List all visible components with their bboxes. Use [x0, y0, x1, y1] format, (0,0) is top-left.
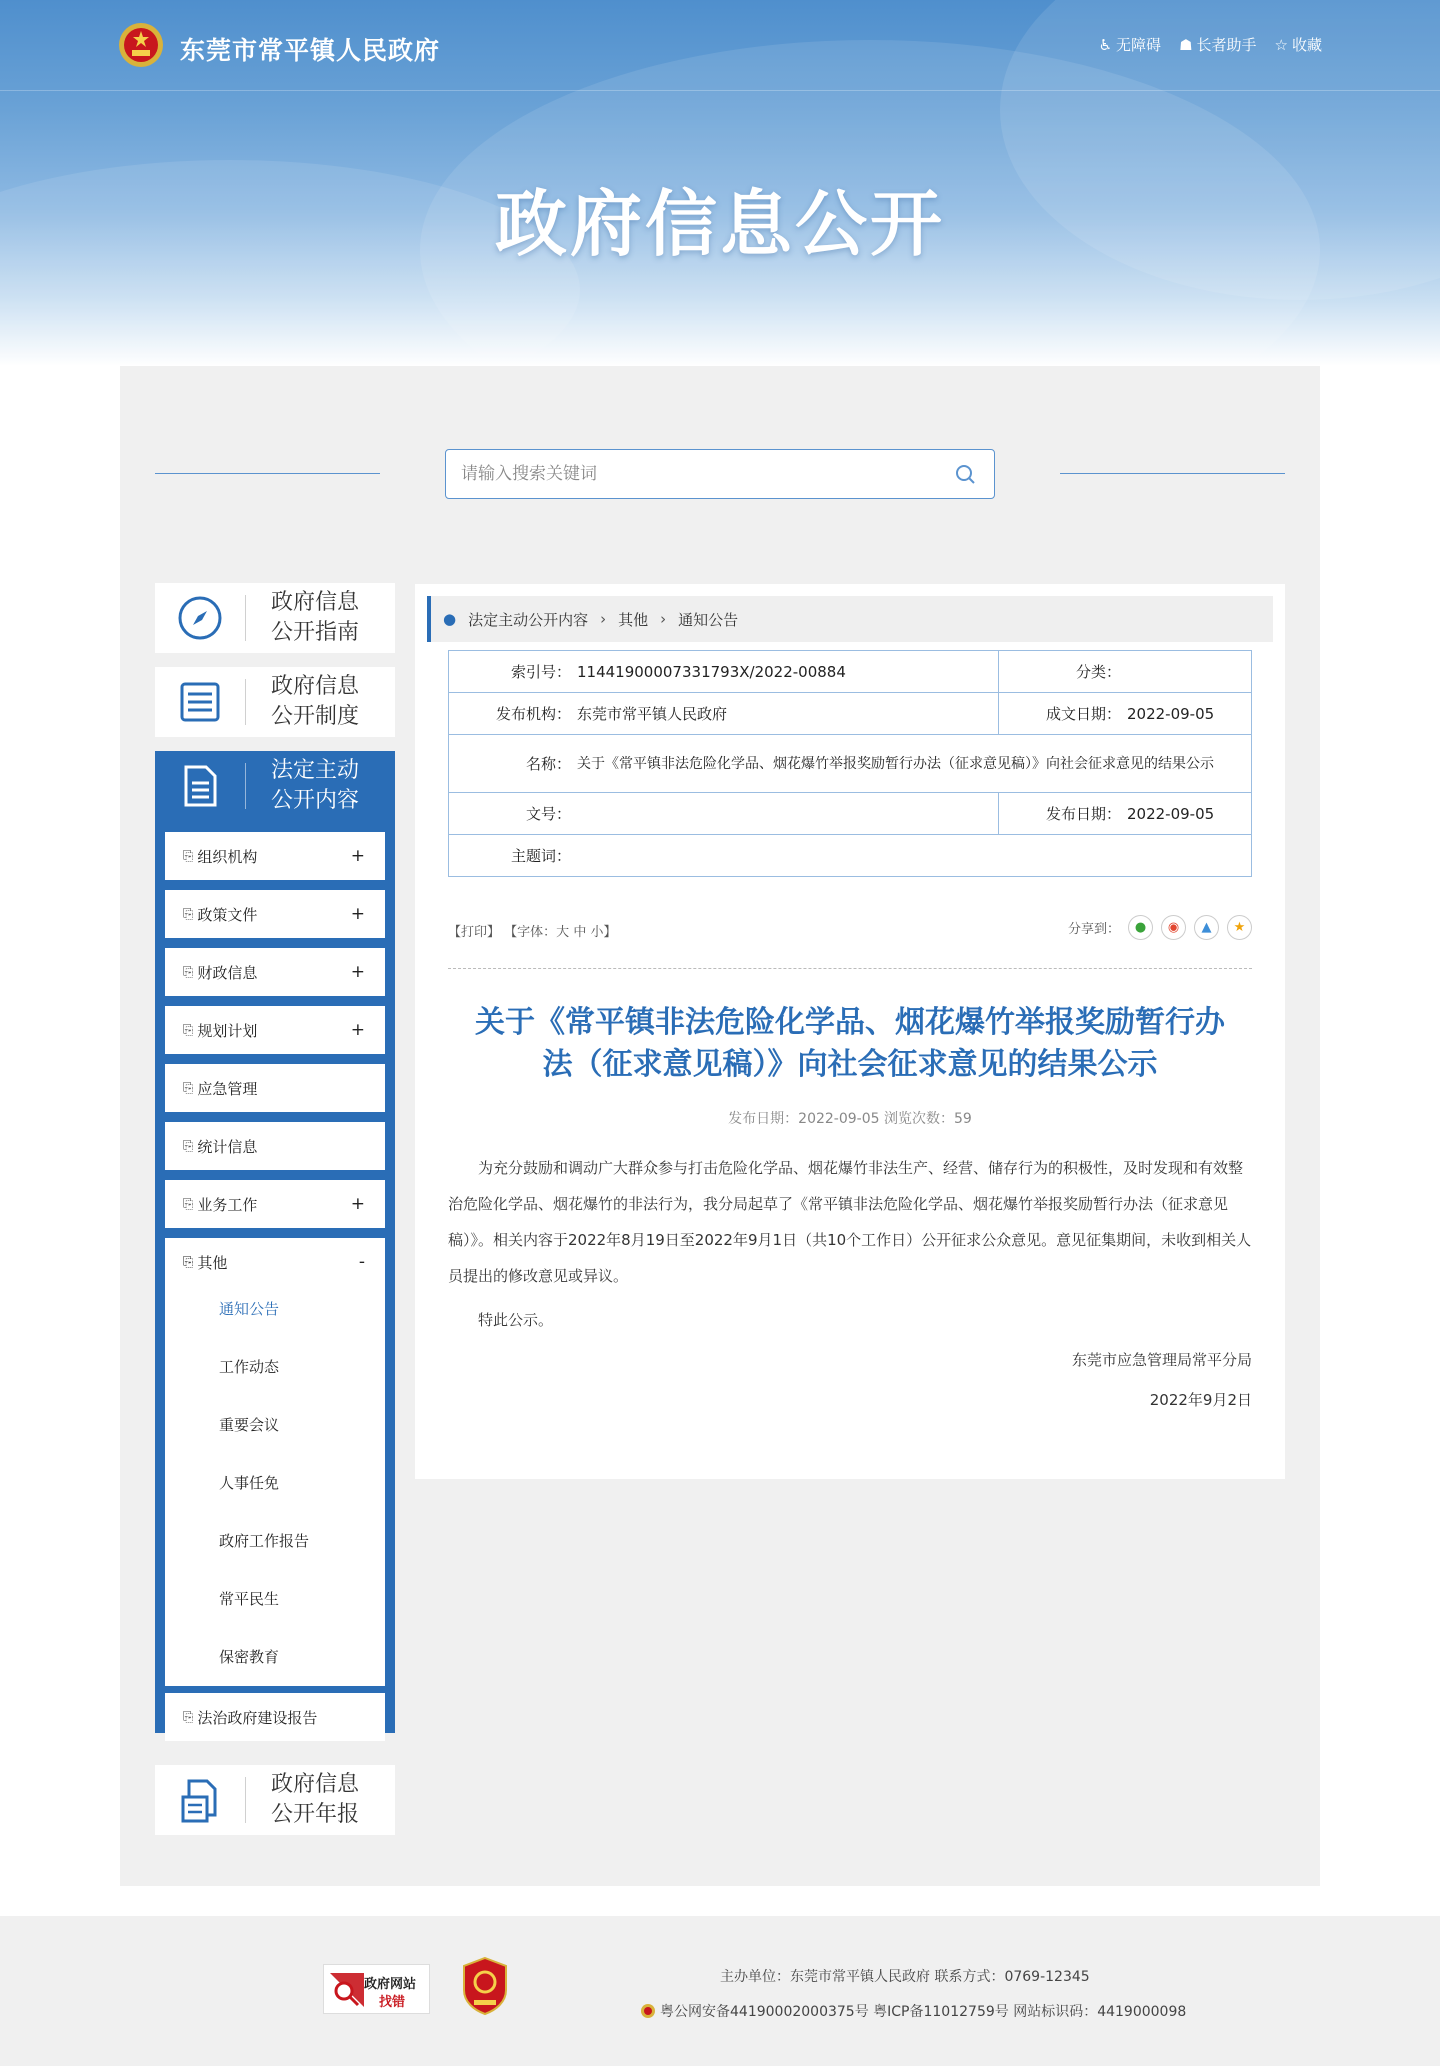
created-label: 成文日期： — [1045, 705, 1121, 723]
meta-cell — [449, 651, 999, 693]
search-input[interactable] — [446, 450, 916, 498]
star-icon: ☆ — [1274, 35, 1288, 54]
article-signature: 东莞市应急管理局常平分局 — [1071, 1351, 1252, 1369]
sidebar-subitem-notice[interactable]: 通知公告 — [219, 1300, 280, 1318]
breadcrumb — [427, 596, 1273, 642]
sidebar-item-statistics[interactable] — [165, 1122, 385, 1170]
gov-site-error-report-link[interactable] — [323, 1964, 430, 2014]
national-emblem-icon[interactable] — [118, 22, 164, 68]
sidebar-separator — [245, 679, 246, 725]
published-value: 2022-09-05 — [1126, 805, 1215, 823]
expand-toggle[interactable]: + — [350, 904, 365, 924]
label-line2: 公开制度 — [271, 704, 360, 729]
sidebar-item-organization[interactable] — [165, 832, 385, 880]
sidebar-icon-box — [155, 667, 245, 737]
share-tools — [1068, 915, 1252, 940]
jc-logo-line1: 政府网站 — [364, 1977, 417, 1992]
document-icon — [177, 763, 223, 809]
sidebar-item-planning[interactable] — [165, 1006, 385, 1054]
sidebar-subitem-meetings[interactable]: 重要会议 — [219, 1416, 280, 1434]
doc-icon: ⎘ — [183, 1022, 194, 1038]
sidebar-separator — [245, 595, 246, 641]
keywords-value — [571, 847, 577, 865]
elder-assist-link[interactable] — [1179, 34, 1256, 55]
sidebar-item-label — [271, 588, 371, 648]
sidebar-item-label: 政策文件 — [197, 905, 258, 924]
sidebar-subitem-appointments[interactable]: 人事任免 — [219, 1474, 280, 1492]
sidebar-item-label — [271, 1770, 371, 1830]
title-line1: 关于《常平镇非法危险化学品、烟花爆竹举报奖励暂行办 — [475, 1005, 1225, 1040]
label-line2: 公开年报 — [271, 1802, 360, 1827]
label-line1: 政府信息 — [271, 674, 360, 699]
chevron-right-icon: › — [600, 610, 607, 628]
label-line2: 公开指南 — [271, 620, 360, 645]
label-line1: 法定主动 — [271, 758, 360, 783]
sidebar-item-business[interactable] — [165, 1180, 385, 1228]
sidebar-item-policy[interactable] — [165, 890, 385, 938]
sidebar-subitem-security-education[interactable]: 保密教育 — [219, 1648, 280, 1666]
sidebar-item-content[interactable] — [155, 751, 395, 821]
article-title — [448, 1002, 1252, 1086]
weibo-icon[interactable]: ◉ — [1161, 915, 1186, 940]
party-emblem-icon[interactable] — [460, 1956, 510, 2016]
footer-record — [640, 2001, 1186, 2021]
sidebar-subitem-work-report[interactable]: 政府工作报告 — [219, 1532, 310, 1550]
police-badge-icon — [640, 2003, 656, 2019]
wheelchair-icon: ♿ — [1098, 35, 1113, 54]
sidebar-item-guide[interactable] — [155, 583, 395, 653]
expand-toggle[interactable]: + — [350, 962, 365, 982]
qzone-icon[interactable]: ★ — [1227, 915, 1252, 940]
keywords-label: 主题词： — [510, 847, 571, 865]
sidebar-item-label: 规划计划 — [197, 1021, 258, 1040]
qq-icon[interactable]: ▲ — [1194, 915, 1219, 940]
sidebar-item-label: 统计信息 — [197, 1137, 258, 1156]
category-label: 分类： — [1075, 663, 1121, 681]
sidebar-item-label: 业务工作 — [197, 1195, 258, 1214]
top-links — [1099, 34, 1322, 55]
print-button[interactable]: 【打印】 — [448, 925, 501, 940]
favorite-label: 收藏 — [1291, 36, 1322, 54]
breadcrumb-item-other[interactable]: 其他 — [618, 610, 649, 629]
meta-cell — [449, 835, 1252, 877]
accessibility-link[interactable] — [1099, 34, 1161, 55]
footer-record-text[interactable]: 粤公网安备44190002000375号 粤ICP备11012759号 网站标识码：4419000098 — [660, 2004, 1187, 2020]
footer-sponsor: 主办单位：东莞市常平镇人民政府 联系方式：0769-12345 — [720, 1969, 1090, 1985]
sidebar-icon-box — [155, 583, 245, 653]
collapse-toggle[interactable]: - — [358, 1252, 365, 1272]
font-small-button[interactable]: 小 — [590, 925, 604, 940]
font-prefix: 【字体： — [504, 925, 557, 940]
metadata-table — [448, 650, 1252, 877]
doc-icon: ⎘ — [183, 1080, 194, 1096]
list-icon — [177, 679, 223, 725]
created-value: 2022-09-05 — [1126, 705, 1215, 723]
main-panel — [120, 366, 1320, 1886]
category-value — [1121, 663, 1127, 681]
favorite-link[interactable] — [1275, 34, 1322, 55]
org-value: 东莞市常平镇人民政府 — [577, 705, 728, 723]
sidebar-subitem-livelihood[interactable]: 常平民生 — [219, 1590, 280, 1608]
sidebar-group-other — [165, 1238, 385, 1686]
sidebar-separator — [245, 763, 246, 809]
doc-icon: ⎘ — [183, 906, 194, 922]
doc-icon: ⎘ — [183, 848, 194, 864]
wechat-icon[interactable]: ● — [1128, 915, 1153, 940]
sidebar-icon-box — [155, 1765, 245, 1835]
title-line2: 法（征求意见稿）》向社会征求意见的结果公示 — [542, 1047, 1158, 1082]
meta-cell — [998, 693, 1251, 735]
label-line1: 政府信息 — [271, 1772, 360, 1797]
jc-logo-line2: 找错 — [379, 1995, 406, 2010]
meta-cell — [449, 693, 999, 735]
label-line2: 公开内容 — [271, 788, 360, 813]
label-line1: 政府信息 — [271, 590, 360, 615]
font-large-button[interactable]: 大 — [556, 925, 570, 940]
chevron-right-icon: › — [660, 610, 667, 628]
article-paragraph: 特此公示。 — [478, 1311, 554, 1329]
breadcrumb-item-content[interactable]: 法定主动公开内容 — [468, 610, 589, 629]
compass-icon — [177, 595, 223, 641]
meta-cell — [449, 793, 999, 835]
search-icon[interactable] — [954, 463, 976, 485]
expand-toggle[interactable]: + — [350, 846, 365, 866]
expand-toggle[interactable]: + — [350, 1020, 365, 1040]
breadcrumb-item-notice[interactable]: 通知公告 — [678, 610, 739, 629]
footer — [0, 1916, 1440, 2066]
sidebar-item-label — [271, 672, 371, 732]
share-label: 分享到： — [1067, 922, 1120, 937]
sidebar-item-label: 法治政府建设报告 — [197, 1708, 318, 1727]
search-box — [445, 449, 995, 499]
sidebar-item-label: 其他 — [197, 1253, 228, 1272]
doc-icon: ⎘ — [183, 1196, 194, 1212]
doc-icon: ⎘ — [183, 1709, 194, 1725]
index-label: 索引号： — [510, 663, 571, 681]
sidebar-item-rule-of-law-report[interactable] — [165, 1693, 385, 1741]
font-suffix: 】 — [603, 925, 617, 940]
sidebar-subitem-work-news[interactable]: 工作动态 — [219, 1358, 280, 1376]
divider — [448, 968, 1252, 969]
location-pin-icon: ● — [443, 610, 457, 628]
sidebar-item-annual-report[interactable] — [155, 1765, 395, 1835]
search-divider-left — [155, 473, 380, 474]
article-paragraph: 为充分鼓励和调动广大群众参与打击危险化学品、烟花爆竹非法生产、经营、储存行为的积极性，及时发现和有效整治危险化学品、烟花爆竹的非法行为，我分局起草了《常平镇非法危险化学品、烟花爆竹举报奖励暂行办法（征求意见稿）》。相关内容于2022年8月19日至2022年9月1日（共10个工作日）公开征求公众意见。意见征集期间，未收到相关人员提出的修改意见或异议。 — [448, 1159, 1252, 1285]
meta-cell — [449, 735, 1252, 793]
sidebar-item-label: 财政信息 — [197, 963, 258, 982]
expand-toggle[interactable]: + — [350, 1194, 365, 1214]
article-info: 发布日期：2022-09-05 浏览次数：59 — [728, 1111, 972, 1127]
meta-cell — [998, 651, 1251, 693]
search-divider-right — [1060, 473, 1285, 474]
name-value: 关于《常平镇非法危险化学品、烟花爆竹举报奖励暂行办法（征求意见稿）》向社会征求意见的结果公示 — [577, 755, 1214, 772]
meta-cell — [998, 793, 1251, 835]
sidebar-item-label: 组织机构 — [197, 847, 258, 866]
header-divider — [0, 90, 1440, 91]
name-label: 名称： — [525, 754, 571, 773]
article-body — [448, 1150, 1252, 1418]
magnifier-icon — [330, 1973, 364, 2007]
header-banner — [0, 0, 1440, 366]
article-tools — [448, 915, 1252, 945]
elder-assist-label: 长者助手 — [1196, 36, 1257, 54]
docno-label: 文号： — [525, 805, 571, 823]
accessibility-label: 无障碍 — [1116, 36, 1162, 54]
article-date: 2022年9月2日 — [1149, 1391, 1252, 1409]
doc-icon: ⎘ — [183, 1138, 194, 1154]
org-label: 发布机构： — [495, 705, 571, 723]
index-value: 11441900007331793X/2022-00884 — [577, 663, 846, 681]
sidebar-item-label — [271, 756, 371, 816]
sidebar-item-other[interactable] — [165, 1238, 385, 1286]
doc-icon: ⎘ — [183, 964, 194, 980]
report-icon — [177, 1777, 223, 1823]
sidebar-item-emergency[interactable] — [165, 1064, 385, 1112]
print-font-tools — [448, 921, 617, 940]
site-name[interactable]: 东莞市常平镇人民政府 — [180, 36, 441, 65]
banner-title: 政府信息公开 — [494, 182, 945, 266]
sidebar-item-system[interactable] — [155, 667, 395, 737]
sidebar-icon-box — [155, 751, 245, 821]
content-panel — [415, 584, 1285, 1479]
doc-icon: ⎘ — [183, 1254, 194, 1270]
sidebar-separator — [245, 1777, 246, 1823]
elder-icon: ☗ — [1179, 35, 1193, 54]
font-medium-button[interactable]: 中 — [573, 925, 587, 940]
sidebar-item-label: 应急管理 — [197, 1079, 258, 1098]
published-label: 发布日期： — [1045, 805, 1121, 823]
sidebar-item-finance[interactable] — [165, 948, 385, 996]
docno-value — [571, 805, 577, 823]
